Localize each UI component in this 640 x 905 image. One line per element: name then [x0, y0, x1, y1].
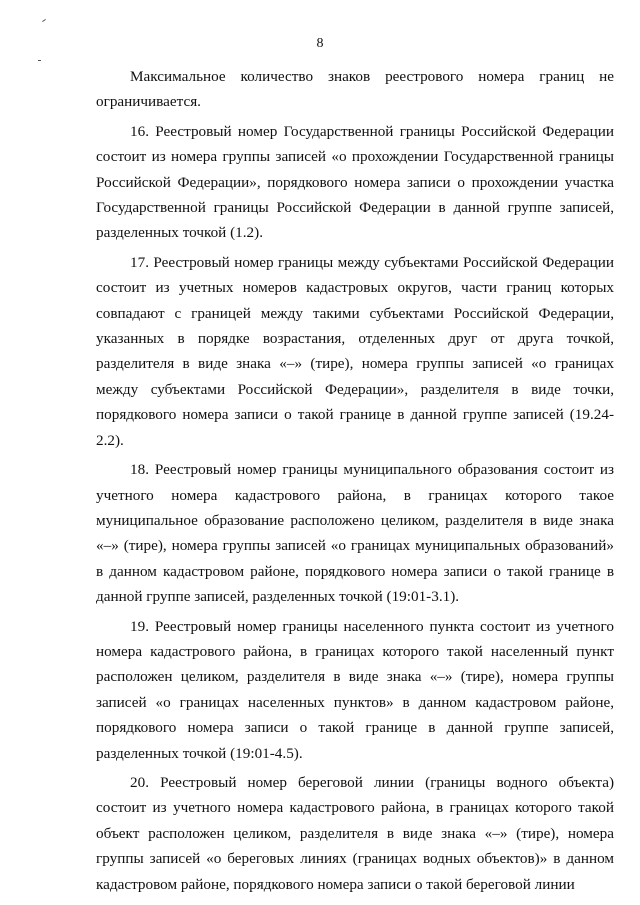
paragraph-17: 17. Реестровый номер границы между субъектами Российской Федерации состоит из учетных номеров кадастровых округов, части границ которых совпадают с границей между такими субъектами Российской Федерации, указанных в порядке возрастания, отделенных друг от друга точкой, разделителя в виде знака «–» (тире), номера группы записей «о границах между субъектами Российской Федерации», разделителя в виде точки, порядкового номера записи о такой границе в данной группе записей (19.24-2.2).: [96, 253, 614, 449]
document-body: [96, 64, 614, 897]
paragraph-20: 20. Реестровый номер береговой линии (границы водного объекта) состоит из учетного номера кадастрового района, в границах которого такой объект расположен целиком, разделителя в виде знака «–» (тире), номера группы записей «о береговых линиях (границах водных объектов)» в данном кадастровом районе, порядкового номера записи о такой береговой линии: [96, 773, 614, 893]
scan-speck: [42, 19, 46, 22]
paragraph-intro: Максимальное количество знаков реестрового номера границ не ограничивается.: [96, 68, 614, 111]
paragraph-19: 19. Реестровый номер границы населенного пункта состоит из учетного номера кадастрового района, в границах которого такой населенный пункт расположен целиком, разделителя в виде знака «–» (тире), номера группы записей «о границах населенных пунктов» в данном кадастровом районе, порядкового номера записи о такой границе в данной группе записей, разделенных точкой (19:01-4.5).: [96, 617, 614, 762]
scan-speck: [38, 60, 41, 61]
paragraph-18: 18. Реестровый номер границы муниципального образования состоит из учетного номера кадастрового района, в границах которого такое муниципальное образование расположено целиком, разделителя в виде знака «–» (тире), номера группы записей «о границах муниципальных образований» в данном кадастровом районе, порядкового номера записи о такой границе в данной группе записей, разделенных точкой (19:01-3.1).: [96, 461, 614, 606]
paragraph-16: 16. Реестровый номер Государственной границы Российской Федерации состоит из номера группы записей «о прохождении Государственной границы Российской Федерации», порядкового номера записи о прохождении участка Государственной границы Российской Федерации в данной группе записей, разделенных точкой (1.2).: [96, 122, 614, 242]
page-number: 8: [316, 36, 324, 51]
